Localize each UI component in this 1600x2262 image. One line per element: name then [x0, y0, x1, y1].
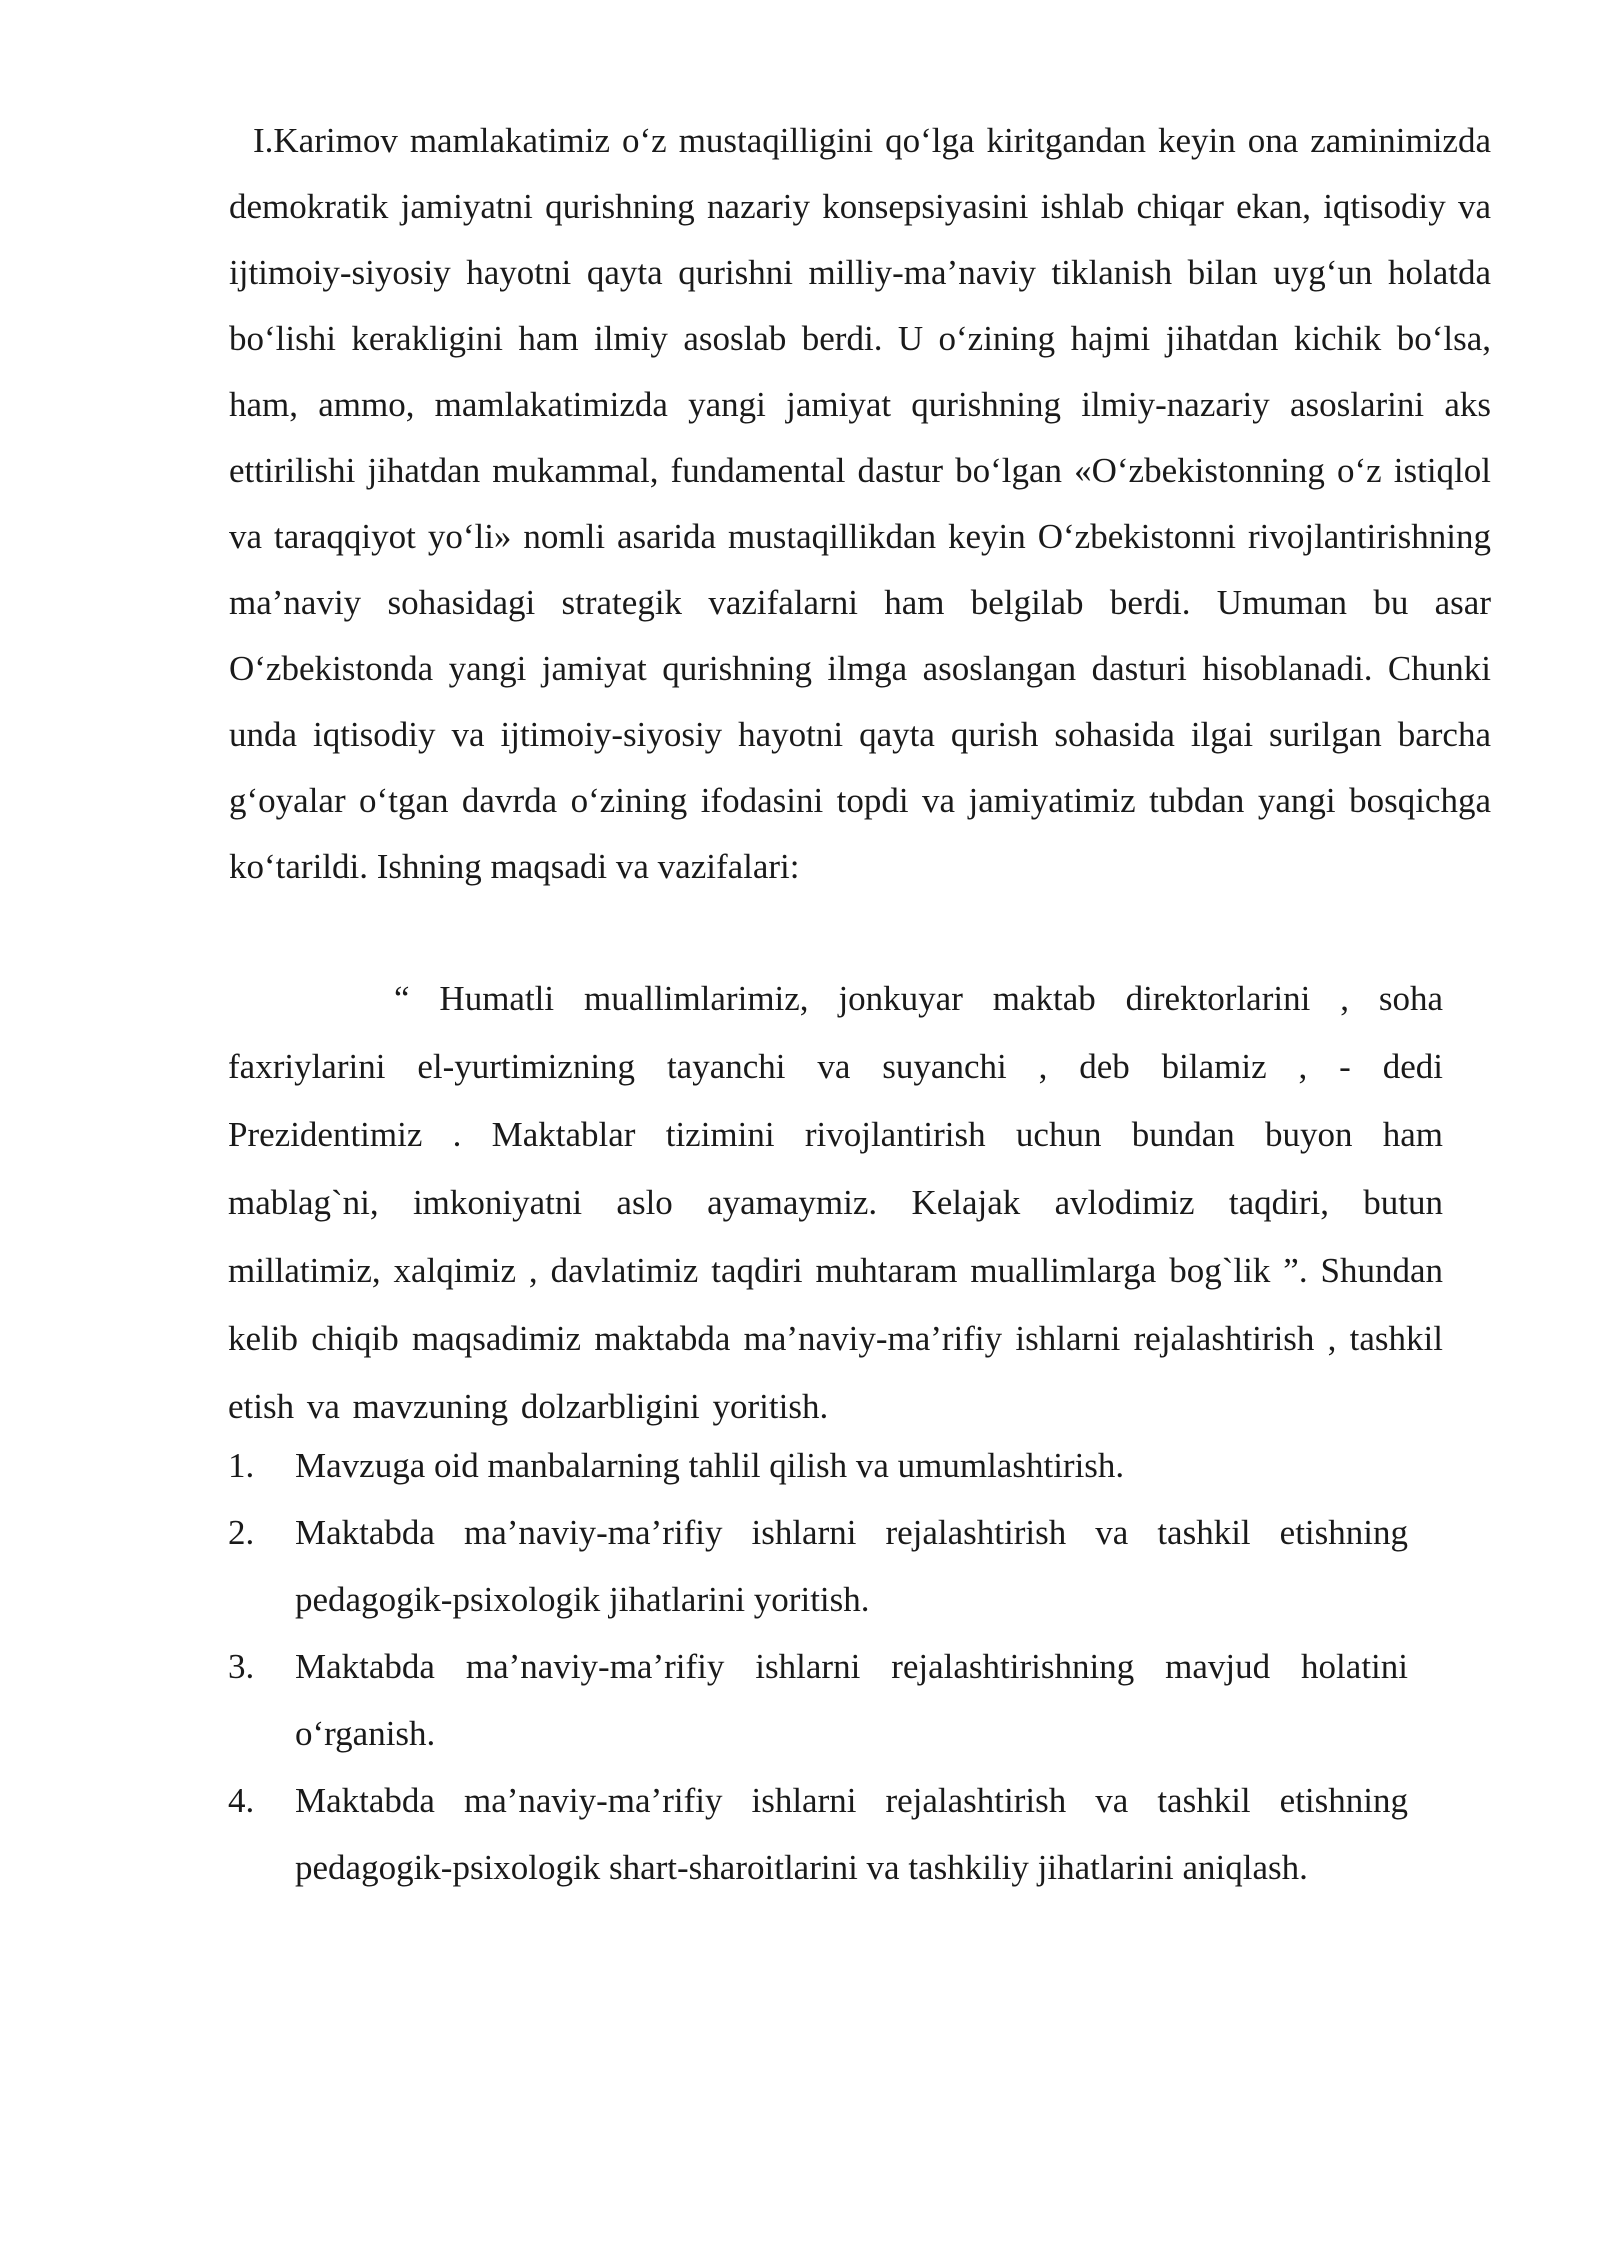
list-item [228, 1432, 1408, 1499]
list-item-number: 1. [228, 1446, 255, 1485]
list-item-text: Maktabda ma’naviy-ma’rifiy ishlarni rejalashtirish va tashkil etishning pedagogik-psixologik shart-sharoitlarini va tashkiliy jihatlarini aniqlash. [295, 1781, 1408, 1887]
list-item [228, 1499, 1408, 1633]
list-item [228, 1633, 1408, 1767]
list-item-text: Mavzuga oid manbalarning tahlil qilish va umumlashtirish. [295, 1446, 1125, 1485]
tasks-list [228, 1432, 1408, 1901]
list-item-text: Maktabda ma’naviy-ma’rifiy ishlarni rejalashtirish va tashkil etishning pedagogik-psixologik jihatlarini yoritish. [295, 1513, 1408, 1619]
list-item [228, 1767, 1408, 1901]
list-item-number: 4. [228, 1781, 255, 1820]
list-item-text: Maktabda ma’naviy-ma’rifiy ishlarni rejalashtirishning mavjud holatini o‘rganish. [295, 1647, 1408, 1753]
quote-paragraph: “ Humatli muallimlarimiz, jonkuyar maktab direktorlarini , soha faxriylarini el-yurtimizning tayanchi va suyanchi , deb bilamiz , - dedi Prezidentimiz . Maktablar tizimini rivojlantirish uchun bundan buyon ham mablag`ni, imkoniyatni aslo ayamaymiz. Kelajak avlodimiz taqdiri, butun millatimiz, xalqimiz , davlatimiz taqdiri muhtaram muallimlarga bog`lik ”. Shundan kelib chiqib maqsadimiz maktabda ma’naviy-ma’rifiy ishlarni rejalashtirish , tashkil etish va mavzuning dolzarbligini yoritish. [228, 979, 1443, 1426]
list-item-number: 3. [228, 1647, 255, 1686]
intro-paragraph: I.Karimov mamlakatimiz o‘z mustaqilligini qo‘lga kiritgandan keyin ona zaminimizda demokratik jamiyatni qurishning nazariy konsepsiyasini ishlab chiqar ekan, iqtisodiy va ijtimoiy-siyosiy hayotni qayta qurishni milliy-ma’naviy tiklanish bilan uyg‘un holatda bo‘lishi kerakligini ham ilmiy asoslab berdi. U o‘zining hajmi jihatdan kichik bo‘lsa, ham, ammo, mamlakatimizda yangi jamiyat qurishning ilmiy-nazariy asoslarini aks ettirilishi jihatdan mukammal, fundamental dastur bo‘lgan «O‘zbekistonning o‘z istiqlol va taraqqiyot yo‘li» nomli asarida mustaqillikdan keyin O‘zbekistonni rivojlantirishning ma’naviy sohasidagi strategik vazifalarni ham belgilab berdi. Umuman bu asar O‘zbekistonda yangi jamiyat qurishning ilmga asoslangan dasturi hisoblanadi. Chunki unda iqtisodiy va ijtimoiy-siyosiy hayotni qayta qurish sohasida ilgai surilgan barcha g‘oyalar o‘tgan davrda o‘zining ifodasini topdi va jamiyatimiz tubdan yangi bosqichga ko‘tarildi. Ishning maqsadi va vazifalari: [229, 121, 1491, 886]
list-item-number: 2. [228, 1513, 255, 1552]
